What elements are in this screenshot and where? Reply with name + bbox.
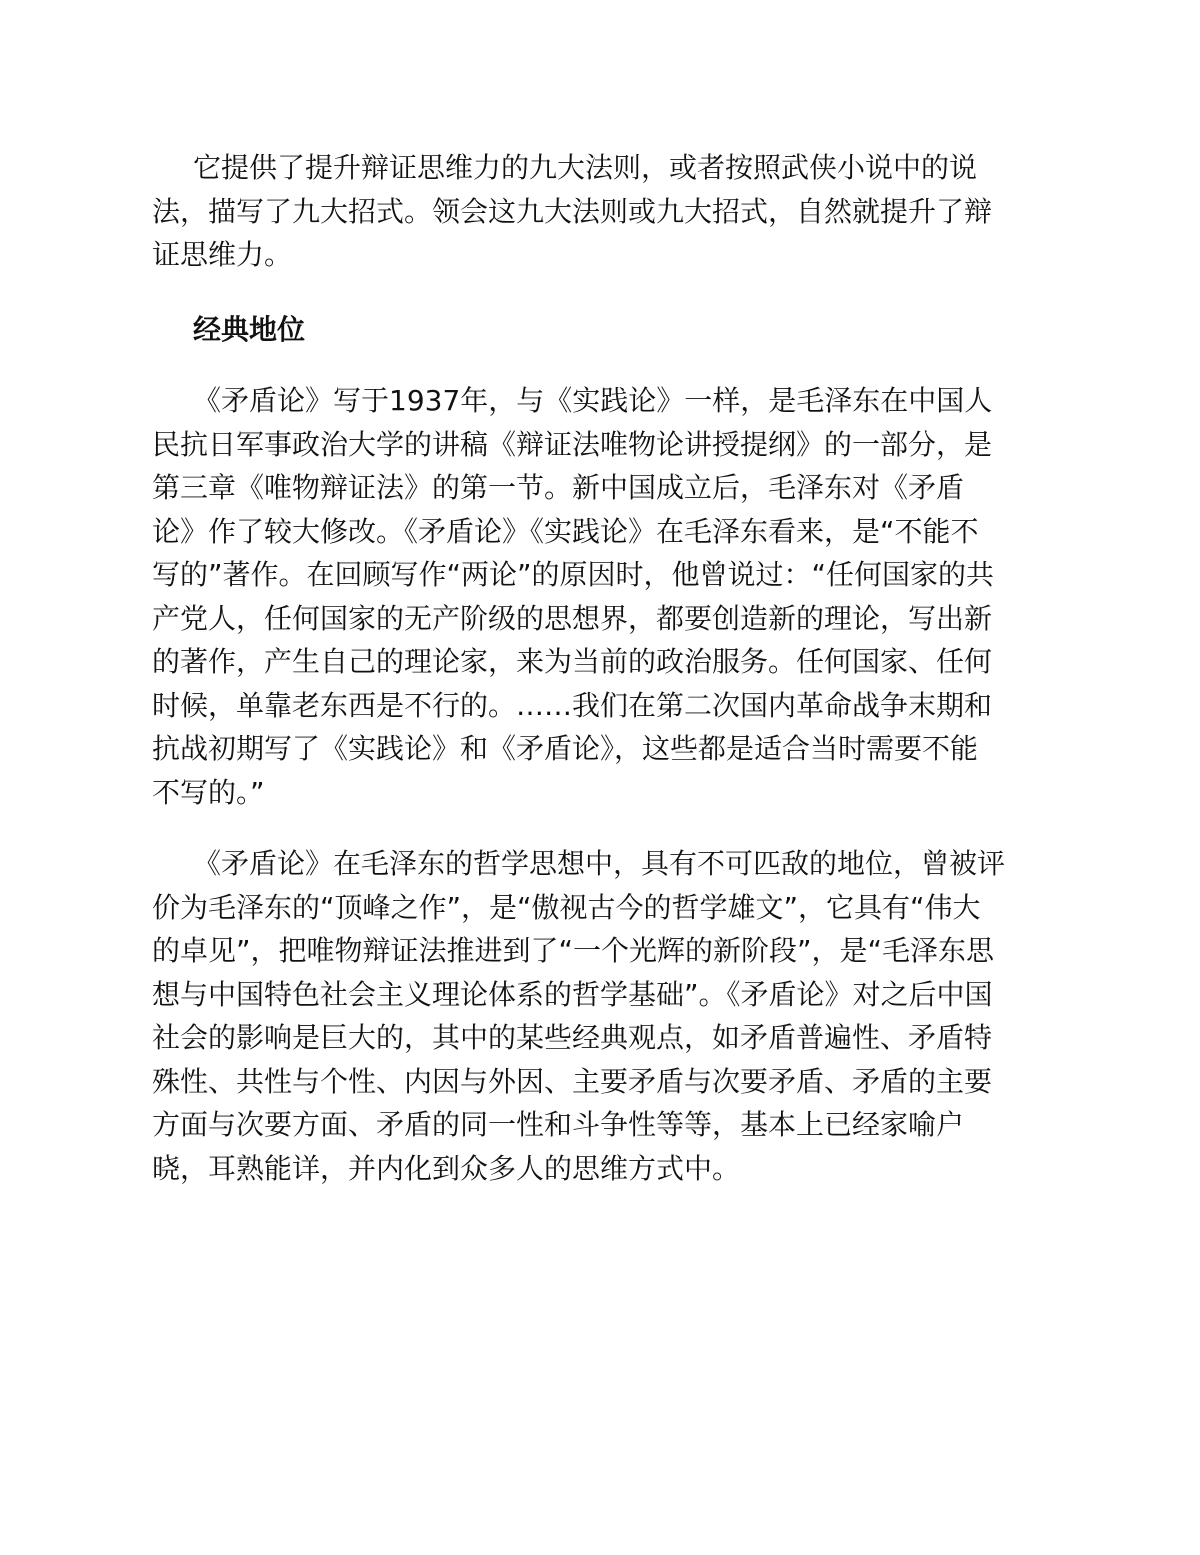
text-line: 社会的影响是巨大的，其中的某些经典观点，如矛盾普遍性、矛盾特 (152, 1021, 993, 1054)
text-line: 民抗日军事政治大学的讲稿《辩证法唯物论讲授提纲》的一部分，是 (152, 427, 993, 461)
text-line: 论》作了较大修改。《矛盾论》《实践论》在毛泽东看来，是“不能不 (152, 514, 979, 548)
text-line: 它提供了提升辩证思维力的九大法则，或者按照武侠小说中的说 (193, 151, 978, 184)
text-line: 写的”著作。在回顾写作“两论”的原因时，他曾说过：“任何国家的共 (152, 558, 995, 591)
paragraph-nine-laws (152, 146, 1052, 277)
text-line: 价为毛泽东的“顶峰之作”，是“傲视古今的哲学雄文”，它具有“伟大 (152, 890, 981, 924)
text-line: 时候，单靠老东西是不行的。……我们在第二次国内革命战争末期和 (152, 688, 993, 722)
text-line: 《矛盾论》在毛泽东的哲学思想中，具有不可匹敌的地位，曾被评 (193, 847, 1006, 880)
text-line: 的卓见”，把唯物辩证法推进到了“一个光辉的新阶段”，是“毛泽东思 (152, 934, 995, 967)
section-heading: 经典地位 (193, 312, 306, 346)
text-line: 《矛盾论》写于1937年，与《实践论》一样，是毛泽东在中国人 (193, 384, 993, 417)
paragraph-writing-history (152, 379, 1052, 814)
paragraph-classic-status (152, 842, 1052, 1190)
text-line: 想与中国特色社会主义理论体系的哲学基础”。《矛盾论》对之后中国 (152, 977, 993, 1011)
text-line: 抗战初期写了《实践论》和《矛盾论》，这些都是适合当时需要不能 (152, 732, 979, 765)
text-line: 的著作，产生自己的理论家，来为当前的政治服务。任何国家、任何 (152, 645, 993, 678)
text-line: 殊性、共性与个性、内因与外因、主要矛盾与次要矛盾、矛盾的主要 (152, 1064, 993, 1098)
text-line: 晓，耳熟能详，并内化到众多人的思维方式中。 (152, 1151, 741, 1185)
text-line: 产党人，任何国家的无产阶级的思想界，都要创造新的理论，写出新 (152, 601, 993, 635)
text-line: 证思维力。 (152, 238, 293, 271)
text-line: 方面与次要方面、矛盾的同一性和斗争性等等，基本上已经家喻户 (152, 1108, 965, 1141)
text-line: 不写的。” (152, 775, 265, 809)
text-line: 法，描写了九大招式。领会这九大法则或九大招式，自然就提升了辩 (152, 194, 993, 228)
document-page (152, 146, 1052, 1190)
text-line: 第三章《唯物辩证法》的第一节。新中国成立后，毛泽东对《矛盾 (152, 471, 965, 504)
